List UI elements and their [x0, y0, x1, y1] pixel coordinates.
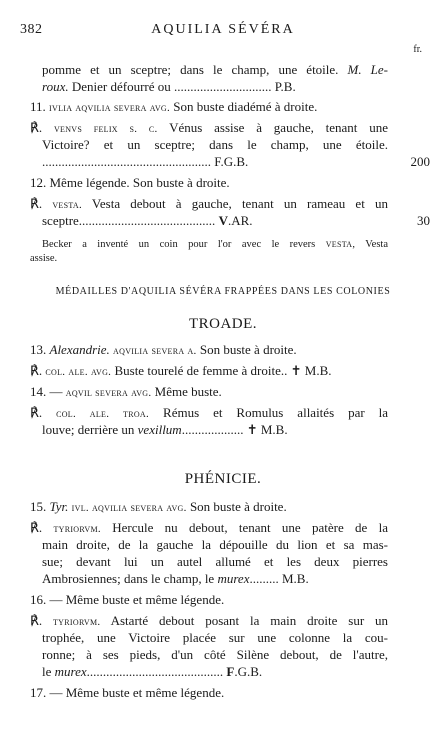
- text-line: [30, 120, 388, 137]
- text-line: [30, 592, 388, 608]
- text-run: 17. — Même buste et même légende.: [30, 685, 225, 700]
- text-run: .G.B.: [234, 664, 263, 679]
- legend-run: aqvil severa avg.: [65, 387, 152, 399]
- italic-run: murex: [217, 571, 250, 586]
- text-line: [42, 137, 388, 153]
- text-line: [30, 520, 388, 537]
- text-run: main droite, de la gauche la dépouille du lion et sa mas-: [42, 537, 388, 552]
- text-run: , Vesta: [352, 239, 388, 250]
- text-run: ......... M.B.: [249, 571, 309, 586]
- section-heading-troade: TROADE.: [188, 316, 258, 332]
- text-run: Vénus assise à gauche, tenant une: [157, 120, 388, 135]
- section-heading-phenicie: PHÉNICIE.: [184, 471, 262, 487]
- text-run: assise.: [30, 253, 58, 264]
- text-line: [42, 630, 388, 646]
- text-run: .AR.: [227, 213, 253, 228]
- text-run: 13.: [30, 342, 50, 357]
- text-line: [42, 79, 388, 95]
- text-run: ℟.: [30, 196, 53, 211]
- text-line: [30, 613, 388, 630]
- text-line: [30, 196, 388, 213]
- text-run: ℟.: [30, 613, 53, 628]
- text-run: ℟.: [30, 520, 54, 535]
- text-line: [42, 213, 388, 229]
- text-run: ℟.: [30, 120, 54, 135]
- text-run: ℟.: [30, 363, 46, 378]
- legend-run: vesta.: [52, 199, 82, 211]
- text-line: [42, 664, 388, 680]
- italic-run: vexillum: [137, 422, 182, 437]
- margin-value: 200: [410, 154, 430, 169]
- italic-run: M. Le-: [347, 62, 388, 77]
- text-run: sue; devant lui un autel allumé et les deux pierres: [42, 554, 388, 569]
- text-run: ronne; à ses pieds, d'un côté Silène debout, de l'autre,: [42, 647, 388, 662]
- text-line: [30, 499, 388, 516]
- text-run: Hercule nu debout, tenant une patère de la: [100, 520, 388, 535]
- colonies-subheading: MÉDAILLES D'AQUILIA SÉVÉRA FRAPPÉES DANS LES COLONIES: [55, 286, 391, 297]
- text-run: Ambrosiennes; dans le champ, le: [42, 571, 218, 586]
- legend-run: venvs felix s. c.: [53, 123, 158, 135]
- text-run: 14. —: [30, 384, 66, 399]
- text-run: Denier défourré ou .............................. P.B.: [68, 79, 296, 94]
- text-line: [42, 62, 388, 78]
- text-run: Victoire? et un sceptre; dans le champ, une étoile.: [42, 137, 388, 152]
- text-run: sceptre..........................................: [42, 213, 219, 228]
- text-line: [42, 554, 388, 570]
- text-run: 16. — Même buste et même légende.: [30, 592, 225, 607]
- margin-value: 30: [417, 213, 430, 228]
- bold-run: V: [218, 213, 228, 228]
- text-line: [42, 422, 388, 438]
- legend-run: aqvilia severa a.: [113, 345, 197, 357]
- bold-run: F: [226, 664, 235, 679]
- legend-run: col. ale. avg.: [45, 366, 112, 378]
- legend-run: tyriorvm.: [53, 523, 101, 535]
- legend-run: tyriorvm.: [53, 616, 101, 628]
- italic-run: Alexandrie.: [49, 342, 110, 357]
- text-run: Becker a inventé un coin pour l'or avec le revers: [42, 239, 326, 250]
- italic-run: Tyr.: [49, 499, 69, 514]
- running-title: AQUILIA SÉVÉRA: [151, 22, 295, 37]
- text-run: ................... ✝ M.B.: [181, 422, 288, 437]
- text-line: [42, 647, 388, 663]
- text-line: [42, 571, 388, 587]
- text-run: Rémus et Romulus allaités par la: [149, 405, 388, 420]
- text-line: [42, 537, 388, 553]
- text-run: 12. Même légende. Son buste à droite.: [30, 175, 230, 190]
- text-run: Son buste à droite.: [186, 499, 287, 514]
- italic-run: roux.: [42, 79, 69, 94]
- text-line: [42, 154, 388, 170]
- text-run: Même buste.: [151, 384, 222, 399]
- text-line: [30, 175, 388, 191]
- text-run: ℟.: [30, 405, 57, 420]
- text-line: [30, 99, 388, 116]
- text-run: Son buste à droite.: [196, 342, 297, 357]
- legend-run: col. ale. troa.: [56, 408, 150, 420]
- legend-run: ivlia aqvilia severa avg.: [49, 102, 171, 114]
- text-run: Buste tourelé de femme à droite.. ✝ M.B.: [111, 363, 332, 378]
- text-line: [30, 363, 388, 380]
- text-run: 11.: [30, 99, 50, 114]
- text-run: Astarté debout posant la main droite sur un: [100, 613, 388, 628]
- legend-run: ivl. aqvilia severa avg.: [71, 502, 187, 514]
- text-line: [30, 685, 388, 701]
- text-line: [30, 405, 388, 422]
- text-run: trophée, une Victoire placée sur une colonne la cou-: [42, 630, 388, 645]
- margin-note: fr.: [413, 44, 422, 55]
- text-run: 15.: [30, 499, 50, 514]
- legend-run: vesta: [325, 238, 353, 250]
- text-line: [30, 251, 376, 267]
- text-run: pomme et un sceptre; dans le champ, une étoile.: [42, 62, 348, 77]
- text-run: ..........................................: [86, 664, 227, 679]
- text-run: louve; derrière un: [42, 422, 138, 437]
- italic-run: murex: [54, 664, 87, 679]
- text-line: [30, 342, 388, 359]
- text-run: Vesta debout à gauche, tenant un rameau et un: [82, 196, 388, 211]
- text-line: [30, 384, 388, 401]
- text-run: le: [42, 664, 55, 679]
- page-number: 382: [20, 22, 43, 37]
- text-run: Son buste diadémé à droite.: [170, 99, 318, 114]
- text-run: .................................................... F.G.B.: [42, 154, 249, 169]
